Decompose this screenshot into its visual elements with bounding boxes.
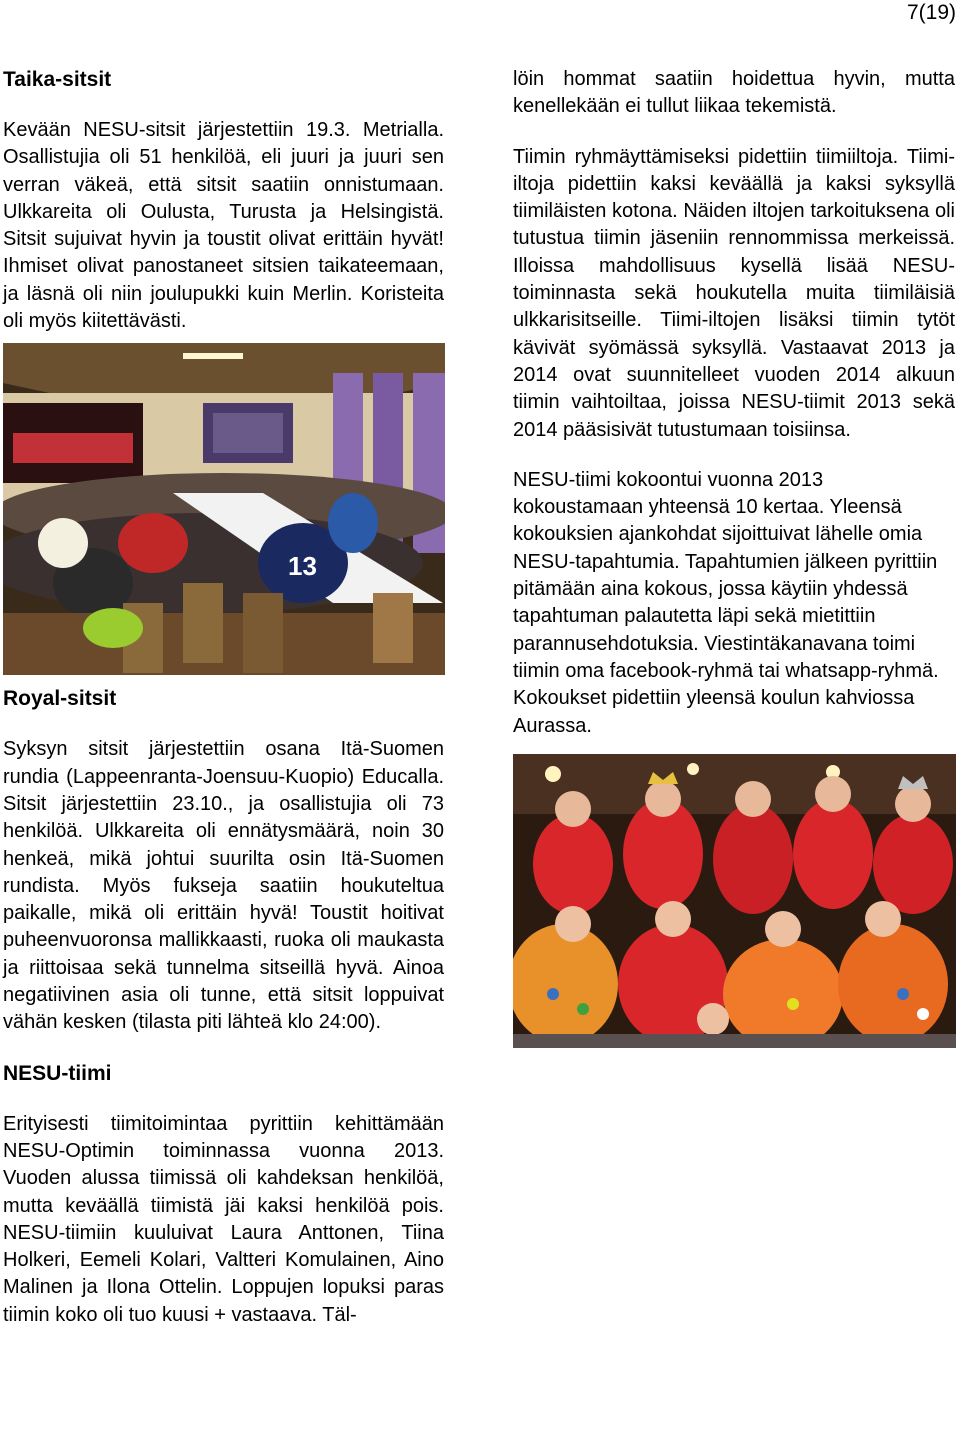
heading-nesu-tiimi: NESU-tiimi — [3, 1061, 112, 1085]
paragraph-taika-sitsit: Kevään NESU-sitsit järjestettiin 19.3. Metrialla. Osallistujia oli 51 henkilöä, eli juuri ja juuri sen verran väkeä, että sitsit saatiin onnistumaan. Ulkkareita oli Oulusta, Turusta ja Helsingistä. Sitsit sujuivat hyvin ja toustit olivat erittäin hyvät! Ihmiset olivat panostaneet sitsien taikateemaan, ja läsnä oli niin joulupukki kuin Merlin. Koristeita oli myös kiitettävästi. — [3, 119, 444, 333]
left-column — [3, 66, 444, 1329]
paragraph-tiimi-kokoukset: NESU-tiimi kokoontui vuonna 2013 kokoustamaan yhteensä 10 kertaa. Yleensä kokouksien ajankohdat sijoittuivat lähelle omia NESU-tapahtumia. Tapahtumien jälkeen pyrittiin pitämään aina kokous, jossa käytiin yhdessä tapahtuman palautetta läpi sekä mietittiin parannusehdotuksia. Viestintäkanavana toimi tiimin oma facebook-ryhmä tai whatsapp-ryhmä. Kokoukset pidettiin yleensä koulun kahviossa Aurassa. — [513, 468, 939, 737]
photo-royal-sitsit-group — [513, 754, 956, 1048]
photo-sitsit-hall — [3, 343, 445, 675]
paragraph-nesu-tiimi-part1: Erityisesti tiimitoimintaa pyrittiin kehittämään NESU-Optimin toiminnassa vuonna 2013. Vuoden alussa tiimissä oli kahdeksan henkilöä, mutta keväällä tiimistä jäi kaksi henkilöä pois. NESU-tiimiin kuuluivat Laura Anttonen, Tiina Holkeri, Eemeli Kolari, Valtteri Komulainen, Aino Malinen ja Ilona Ottelin. Loppujen lopuksi paras tiimin koko oli tuo kuusi + vastaava. Täl- — [3, 1112, 444, 1326]
paragraph-nesu-tiimi-part2: löin hommat saatiin hoidettua hyvin, mutta kenellekään ei tullut liikaa tekemistä. — [513, 68, 955, 118]
paragraph-tiimi-illat: Tiimin ryhmäyttämiseksi pidettiin tiimiiltoja. Tiimi-iltoja pidettiin kaksi keväällä ja kaksi syksyllä tiimiläisten kotona. Näiden iltojen tarkoituksena oli tutustua tiimin jäseniin rennommissa merkeissä. Illoissa mahdollisuus kysellä lisää NESU-toiminnasta sekä houkutella muita tiimiläisiä ulkkarisitseille. Tiimi-iltojen lisäksi tiimin tytöt kävivät syömässä syksyllä. Vastaavat 2013 ja 2014 ovat suunnitelleet vuoden 2014 alkuun tiimin vaihtoiltaa, joissa NESU-tiimit 2013 sekä 2014 pääsisivät tutustumaan toisiinsa. — [513, 145, 955, 441]
right-column — [513, 66, 955, 1048]
heading-royal-sitsit: Royal-sitsit — [3, 687, 117, 711]
paragraph-royal-sitsit: Syksyn sitsit järjestettiin osana Itä-Suomen rundia (Lappeenranta-Joensuu-Kuopio) Educalla. Sitsit järjestettiin 23.10., ja osallistujia oli 73 henkilöä. Ulkkareita oli ennätysmäärä, noin 30 henkeä, mikä johtui suurilta osin Itä-Suomen rundista. Myös fukseja saatiin houkuteltua paikalle, mikä oli erittäin hyvä! Toustit hoitivat puheenvuoronsa mallikkaasti, ruoka oli maukasta ja riittoisaa sekä tunnelma sitseillä hyvä. Ainoa negatiivinen asia oli tunne, että sitsit loppuivat vähän kesken (tilasta piti lähteä klo 24:00). — [3, 738, 444, 1034]
svg-text:13: 13 — [288, 551, 317, 582]
heading-taika-sitsit: Taika-sitsit — [3, 68, 112, 91]
page-number: 7(19) — [906, 1, 956, 24]
